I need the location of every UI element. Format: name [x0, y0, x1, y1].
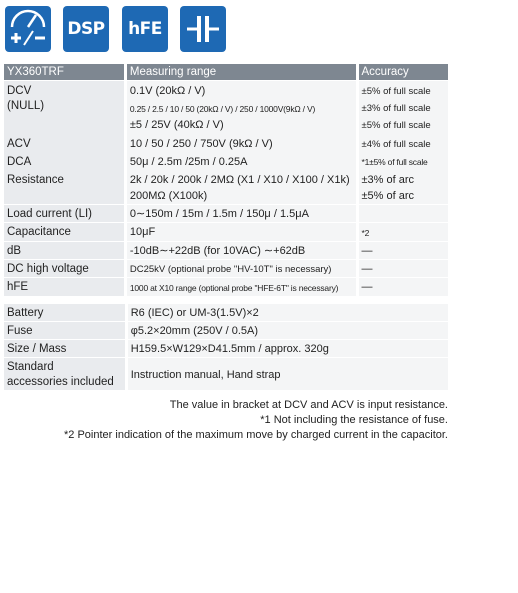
row-label: dB — [4, 241, 124, 259]
table-row-capacitance — [4, 222, 448, 241]
row-value: R6 (IEC) or UM-3(1.5V)×2 — [125, 304, 448, 321]
dsp-icon — [63, 6, 109, 52]
range-line: 200MΩ (X100k) — [129, 190, 208, 202]
range-line: 2k / 20k / 200k / 2MΩ (X1 / X10 / X100 / X1k) — [129, 174, 350, 186]
accuracy-line: ±5% of full scale — [361, 120, 431, 131]
row-value: Instruction manual, Hand strap — [125, 357, 448, 390]
header-model: YX360TRF — [4, 64, 124, 80]
range-line: ±5 / 25V (40kΩ / V) — [129, 119, 224, 131]
row-accuracy: — — [356, 277, 448, 296]
dsp-icon-label: DSP — [67, 19, 105, 39]
table-row-hfe — [4, 277, 448, 296]
header-accuracy: Accuracy — [356, 64, 448, 80]
row-label: DC high voltage — [4, 259, 124, 277]
spec-table-container — [4, 64, 448, 390]
dcv-accuracy-cell — [356, 80, 448, 135]
header-range: Measuring range — [124, 64, 356, 80]
resistance-range-cell — [124, 171, 356, 204]
accuracy-line: ±5% of full scale — [361, 86, 431, 97]
table-row-accessories — [4, 357, 448, 390]
row-value: φ5.2×20mm (250V / 0.5A) — [125, 321, 448, 339]
row-accuracy: ±4% of full scale — [356, 135, 448, 153]
row-label: Battery — [4, 304, 125, 321]
row-label: Standard — [7, 361, 54, 373]
dcv-label-cell — [4, 80, 124, 135]
table-row-load-current — [4, 204, 448, 222]
footnote: *2 Pointer indication of the maximum move by charged current in the capacitor. — [64, 429, 448, 441]
row-accuracy: — — [356, 259, 448, 277]
row-label: Fuse — [4, 321, 125, 339]
row-label: Load current (LI) — [4, 204, 124, 222]
row-range: -10dB∼+22dB (for 10VAC) ∼+62dB — [124, 241, 356, 259]
accuracy-line: ±3% of arc — [361, 174, 415, 186]
row-value: H159.5×W129×D41.5mm / approx. 320g — [125, 339, 448, 357]
row-label: Capacitance — [4, 222, 124, 241]
hfe-icon-label: hFE — [128, 19, 162, 39]
row-label: DCA — [4, 153, 124, 171]
row-accuracy — [356, 204, 448, 222]
row-accuracy: *2 — [356, 222, 448, 241]
row-label: DCV — [7, 85, 32, 97]
accuracy-line: ±5% of arc — [361, 190, 415, 202]
row-label-sub: (NULL) — [7, 100, 45, 112]
row-range: 0∼150m / 15m / 1.5m / 150μ / 1.5μA — [124, 204, 356, 222]
table-row-dcv — [4, 80, 448, 135]
plus-minus-polarity-icon — [5, 6, 51, 52]
row-label-sub: accessories included — [7, 376, 114, 388]
table-row-db — [4, 241, 448, 259]
table-row-dca — [4, 153, 448, 171]
table-row-dc-high-voltage — [4, 259, 448, 277]
footnotes — [4, 398, 448, 443]
dcv-range-cell — [124, 80, 356, 135]
row-range: DC25kV (optional probe "HV-10T" is necessary) — [124, 259, 356, 277]
range-line: 0.25 / 2.5 / 10 / 50 (20kΩ / V) / 250 / 1000V(9kΩ / V) — [129, 104, 316, 114]
footnote: *1 Not including the resistance of fuse. — [260, 414, 448, 426]
spec-table — [4, 64, 448, 296]
row-label: hFE — [4, 277, 124, 296]
general-spec-table — [4, 304, 448, 390]
row-label: Resistance — [4, 171, 124, 204]
row-label: Size / Mass — [4, 339, 125, 357]
accuracy-line: ±3% of full scale — [361, 103, 431, 114]
row-label: ACV — [4, 135, 124, 153]
row-range: 10 / 50 / 250 / 750V (9kΩ / V) — [124, 135, 356, 153]
table-row-acv — [4, 135, 448, 153]
footnote: The value in bracket at DCV and ACV is input resistance. — [169, 399, 448, 411]
table-header-row — [4, 64, 448, 80]
table-row-resistance — [4, 171, 448, 204]
range-line: 0.1V (20kΩ / V) — [129, 85, 206, 97]
accessories-label-cell — [4, 357, 125, 390]
table-row-battery — [4, 304, 448, 321]
resistance-accuracy-cell — [356, 171, 448, 204]
row-range: 10μF — [124, 222, 356, 241]
capacitor-icon — [180, 6, 226, 52]
row-accuracy: — — [356, 241, 448, 259]
row-range: 50μ / 2.5m /25m / 0.25A — [124, 153, 356, 171]
table-row-size-mass — [4, 339, 448, 357]
table-row-fuse — [4, 321, 448, 339]
table-gap — [4, 296, 448, 304]
row-range: 1000 at X10 range (optional probe "HFE-6T" is necessary) — [124, 277, 356, 296]
hfe-icon — [122, 6, 168, 52]
row-accuracy: *1±5% of full scale — [356, 153, 448, 171]
